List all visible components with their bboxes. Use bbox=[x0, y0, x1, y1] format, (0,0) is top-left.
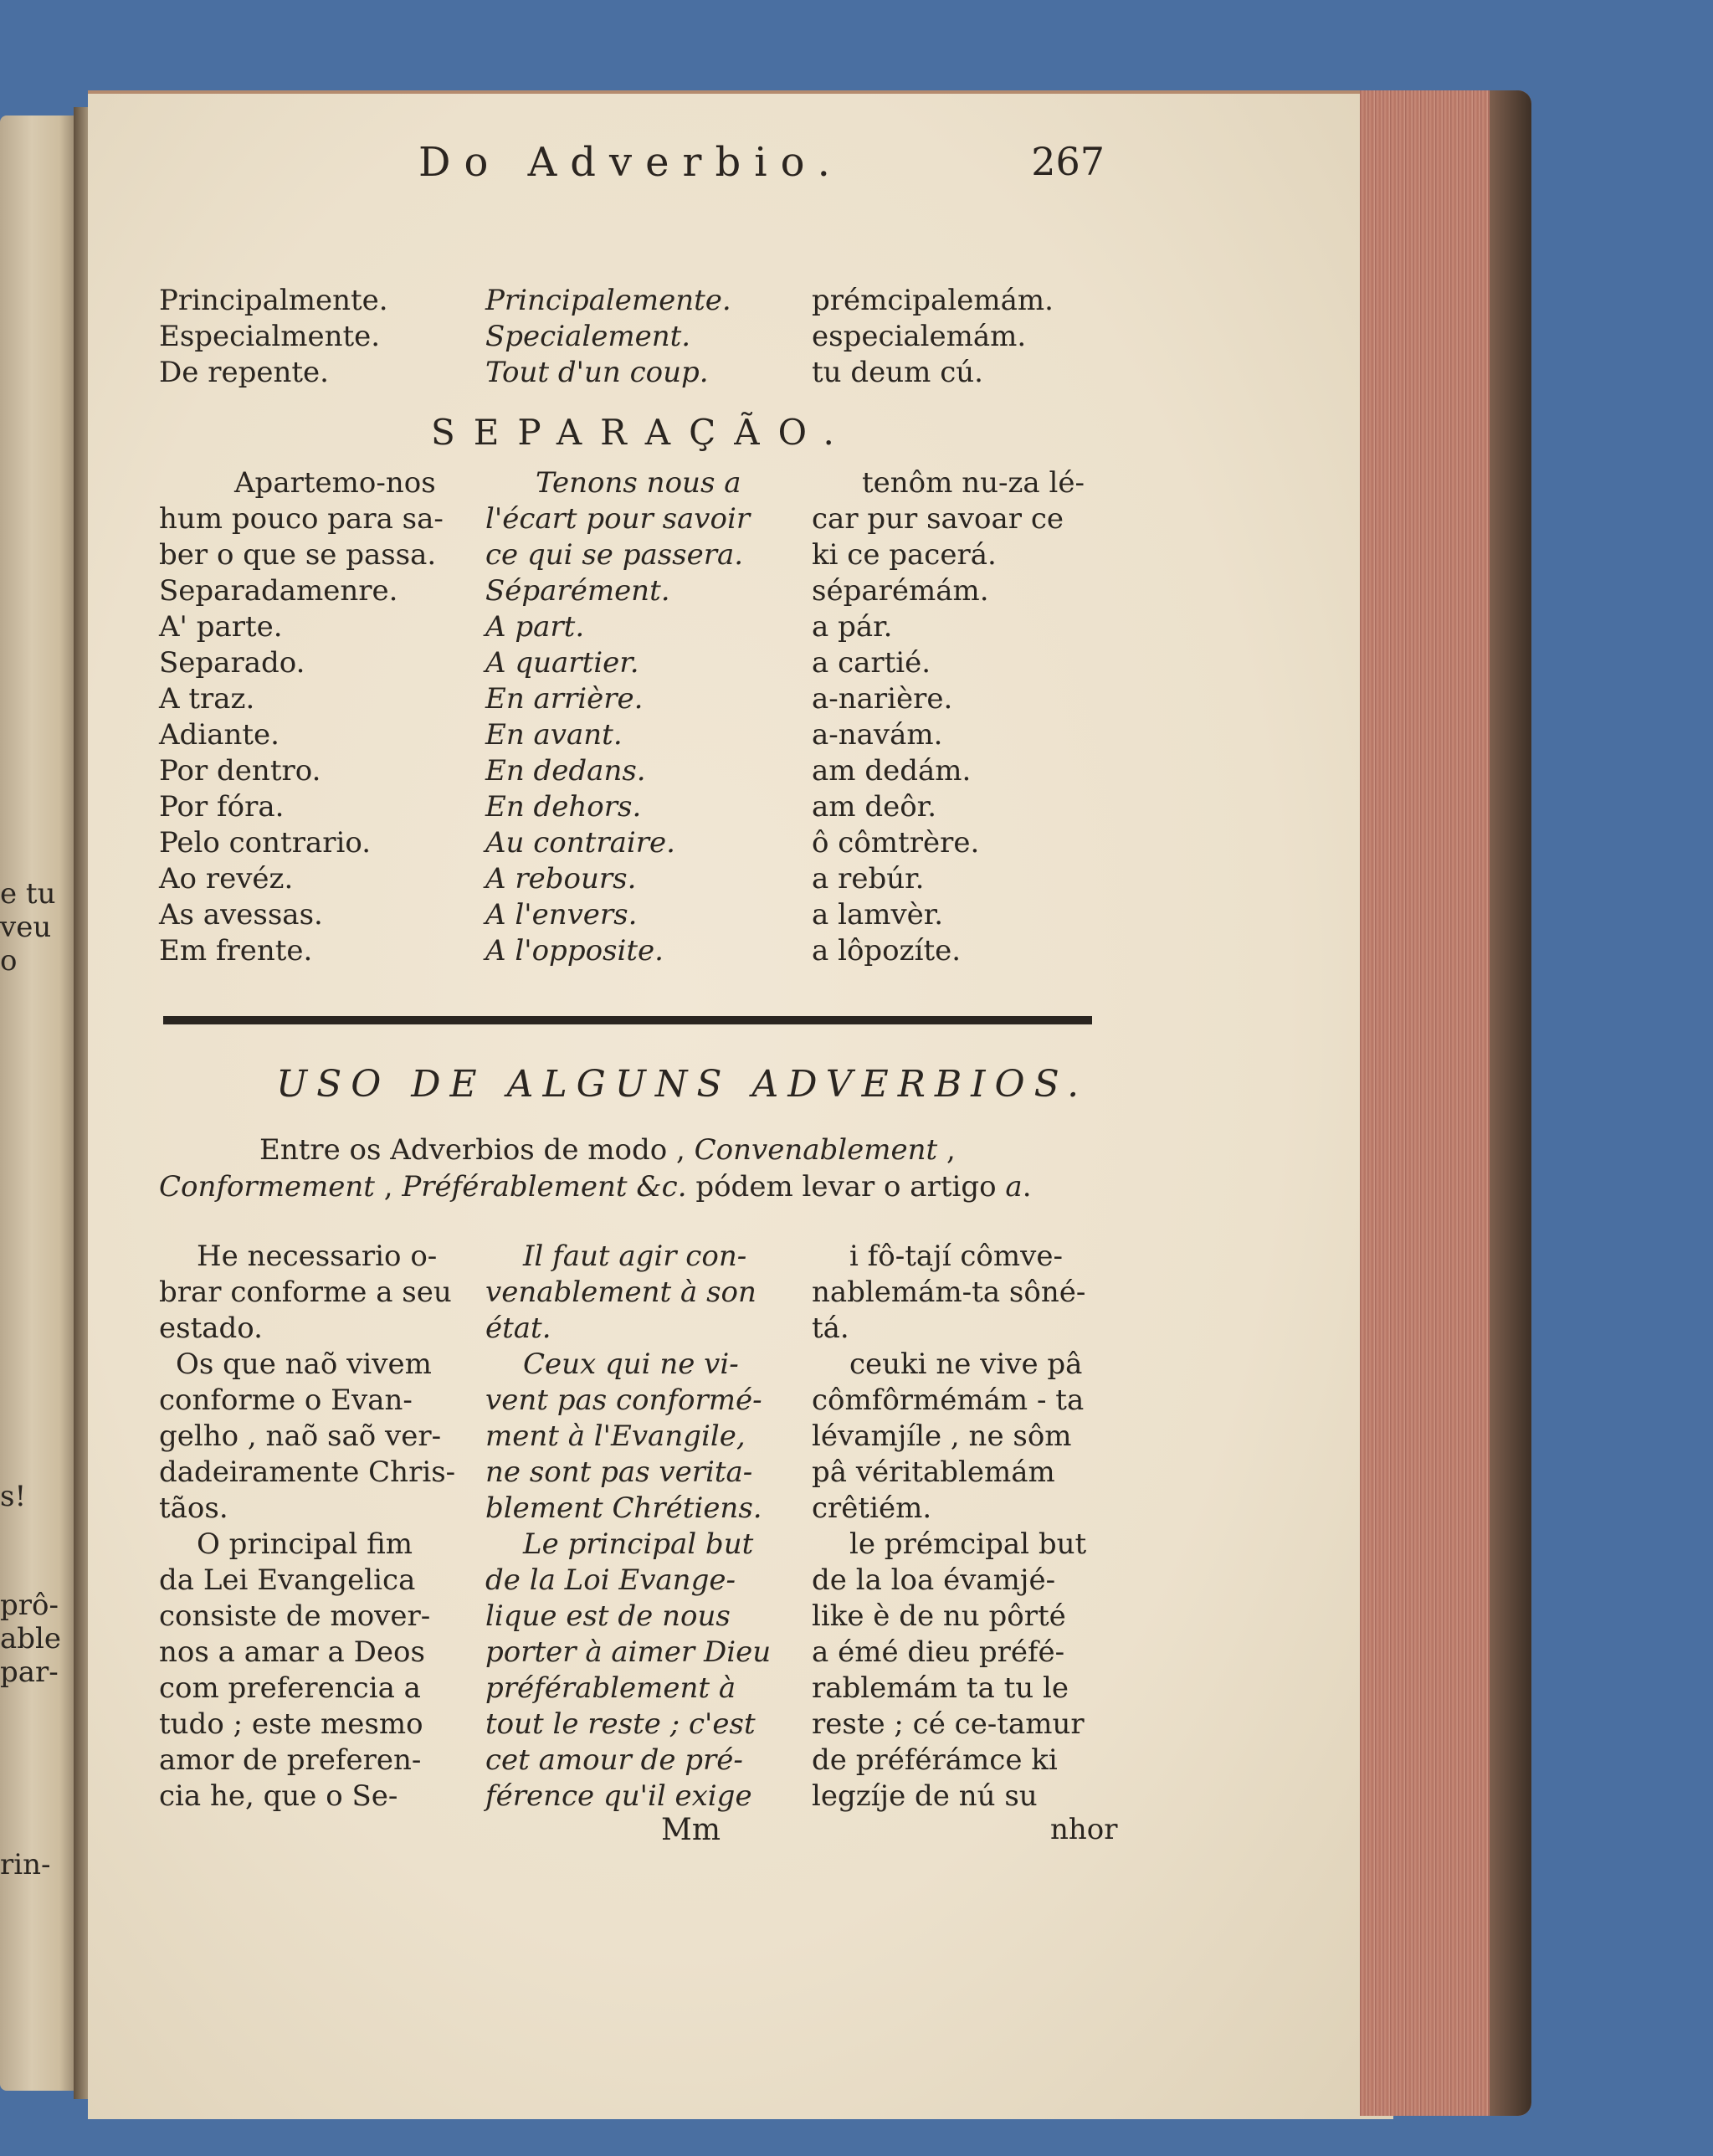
portuguese-cell: da Lei Evangelica bbox=[159, 1563, 416, 1597]
pronunciation-cell: ceuki ne vive pâ bbox=[849, 1348, 1083, 1381]
portuguese-cell: Adiante. bbox=[159, 718, 280, 752]
portuguese-cell: ber o que se passa. bbox=[159, 538, 437, 572]
french-cell: Au contraire. bbox=[485, 826, 675, 860]
portuguese-cell: Apartemo-nos bbox=[234, 466, 436, 500]
portuguese-cell: conforme o Evan- bbox=[159, 1383, 413, 1417]
pronunciation-cell: ô cômtrère. bbox=[812, 826, 980, 860]
french-cell: Specialement. bbox=[485, 320, 691, 353]
french-cell: En dehors. bbox=[485, 790, 642, 824]
french-cell: Séparément. bbox=[485, 574, 670, 608]
portuguese-cell: Pelo contrario. bbox=[159, 826, 372, 860]
french-cell: préférablement à bbox=[485, 1671, 736, 1705]
pronunciation-cell: cômfôrmémám - ta bbox=[812, 1383, 1085, 1417]
pronunciation-cell: nablemám-ta sôné- bbox=[812, 1276, 1086, 1309]
pronunciation-cell: rablemám ta tu le bbox=[812, 1671, 1069, 1705]
pronunciation-cell: tá. bbox=[812, 1312, 849, 1345]
running-head bbox=[418, 139, 1105, 189]
french-cell: A l'opposite. bbox=[485, 934, 664, 968]
facing-page-fragment: e tu bbox=[0, 877, 56, 911]
portuguese-cell: com preferencia a bbox=[159, 1671, 421, 1705]
intro-paragraph: Entre os Adverbios de modo , Convenablement , Conformement , Préférablement &c. pódem levar o artigo a. bbox=[159, 1133, 1032, 1204]
facing-page-fragment: rin- bbox=[0, 1848, 51, 1881]
portuguese-cell: Separado. bbox=[159, 646, 305, 680]
portuguese-cell: nos a amar a Deos bbox=[159, 1635, 425, 1669]
page-edges bbox=[1360, 90, 1531, 2116]
portuguese-cell: A traz. bbox=[159, 682, 255, 716]
facing-page-fragment: able bbox=[0, 1622, 62, 1656]
pronunciation-cell: a rebúr. bbox=[812, 862, 925, 896]
pronunciation-cell: car pur savoar ce bbox=[812, 502, 1064, 536]
pronunciation-cell: a cartié. bbox=[812, 646, 931, 680]
pronunciation-cell: prémcipalemám. bbox=[812, 284, 1054, 317]
pronunciation-cell: tu deum cú. bbox=[812, 356, 983, 389]
french-cell: Le principal but bbox=[523, 1527, 754, 1561]
portuguese-cell: Principalmente. bbox=[159, 284, 388, 317]
french-cell: A l'envers. bbox=[485, 898, 638, 932]
french-cell: A quartier. bbox=[485, 646, 639, 680]
facing-page-fragment: veu bbox=[0, 911, 52, 944]
running-head-title: Do Adverbio. bbox=[418, 139, 844, 186]
french-cell: Il faut agir con- bbox=[523, 1240, 747, 1273]
pronunciation-cell: crêtiém. bbox=[812, 1491, 932, 1525]
pronunciation-cell: de préférámce ki bbox=[812, 1743, 1058, 1777]
portuguese-cell: gelho , naõ saõ ver- bbox=[159, 1419, 442, 1453]
pronunciation-cell: séparémám. bbox=[812, 574, 989, 608]
french-cell: Tenons nous a bbox=[536, 466, 741, 500]
french-cell: Tout d'un coup. bbox=[485, 356, 709, 389]
facing-page-edge bbox=[0, 116, 79, 2091]
french-cell: En arrière. bbox=[485, 682, 644, 716]
pronunciation-cell: le prémcipal but bbox=[849, 1527, 1087, 1561]
french-cell: blement Chrétiens. bbox=[485, 1491, 762, 1525]
pronunciation-cell: tenôm nu-za lé- bbox=[862, 466, 1085, 500]
catchword: nhor bbox=[1050, 1813, 1118, 1846]
portuguese-cell: As avessas. bbox=[159, 898, 323, 932]
pronunciation-cell: a-narière. bbox=[812, 682, 953, 716]
french-cell: En dedans. bbox=[485, 754, 646, 788]
portuguese-cell: tudo ; este mesmo bbox=[159, 1707, 423, 1741]
pronunciation-cell: de la loa évamjé- bbox=[812, 1563, 1056, 1597]
pronunciation-cell: reste ; cé ce-tamur bbox=[812, 1707, 1085, 1741]
section-divider-rule bbox=[163, 1016, 1092, 1024]
pronunciation-cell: am dedám. bbox=[812, 754, 972, 788]
pronunciation-cell: a lamvèr. bbox=[812, 898, 944, 932]
pronunciation-cell: pâ véritablemám bbox=[812, 1455, 1055, 1489]
french-cell: cet amour de pré- bbox=[485, 1743, 743, 1777]
portuguese-cell: Especialmente. bbox=[159, 320, 381, 353]
french-cell: l'écart pour savoir bbox=[485, 502, 751, 536]
pronunciation-cell: a émé dieu préfé- bbox=[812, 1635, 1065, 1669]
pronunciation-cell: ki ce pacerá. bbox=[812, 538, 997, 572]
pronunciation-cell: like è de nu pôrté bbox=[812, 1599, 1066, 1633]
portuguese-cell: Por fóra. bbox=[159, 790, 285, 824]
portuguese-cell: consiste de mover- bbox=[159, 1599, 431, 1633]
french-cell: A part. bbox=[485, 610, 585, 644]
portuguese-cell: Os que naõ vivem bbox=[176, 1348, 432, 1381]
facing-page-fragment: prô- bbox=[0, 1589, 59, 1622]
portuguese-cell: Por dentro. bbox=[159, 754, 321, 788]
portuguese-cell: De repente. bbox=[159, 356, 329, 389]
french-cell: venablement à son bbox=[485, 1276, 756, 1309]
pronunciation-cell: a pár. bbox=[812, 610, 893, 644]
pronunciation-cell: lévamjíle , ne sôm bbox=[812, 1419, 1072, 1453]
pronunciation-cell: especialemám. bbox=[812, 320, 1027, 353]
portuguese-cell: A' parte. bbox=[159, 610, 283, 644]
pronunciation-cell: i fô-tají cômve- bbox=[849, 1240, 1063, 1273]
french-cell: ne sont pas verita- bbox=[485, 1455, 753, 1489]
french-cell: ce qui se passera. bbox=[485, 538, 744, 572]
section-heading-uso: USO DE ALGUNS ADVERBIOS. bbox=[276, 1063, 1089, 1106]
portuguese-cell: estado. bbox=[159, 1312, 263, 1345]
french-cell: vent pas conformé- bbox=[485, 1383, 762, 1417]
portuguese-cell: amor de preferen- bbox=[159, 1743, 422, 1777]
french-cell: tout le reste ; c'est bbox=[485, 1707, 756, 1741]
facing-page-fragment: s! bbox=[0, 1480, 27, 1513]
catchword-signature: Mm bbox=[661, 1813, 721, 1847]
portuguese-cell: He necessario o- bbox=[197, 1240, 438, 1273]
portuguese-cell: cia he, que o Se- bbox=[159, 1779, 398, 1813]
french-cell: porter à aimer Dieu bbox=[485, 1635, 772, 1669]
portuguese-cell: Separadamenre. bbox=[159, 574, 398, 608]
french-cell: ment à l'Evangile, bbox=[485, 1419, 746, 1453]
french-cell: A rebours. bbox=[485, 862, 637, 896]
portuguese-cell: hum pouco para sa- bbox=[159, 502, 444, 536]
pronunciation-cell: legzíje de nú su bbox=[812, 1779, 1038, 1813]
french-cell: Ceux qui ne vi- bbox=[523, 1348, 739, 1381]
portuguese-cell: dadeiramente Chris- bbox=[159, 1455, 456, 1489]
portuguese-cell: tãos. bbox=[159, 1491, 228, 1525]
french-cell: de la Loi Evange- bbox=[485, 1563, 736, 1597]
french-cell: En avant. bbox=[485, 718, 623, 752]
portuguese-cell: Em frente. bbox=[159, 934, 313, 968]
pronunciation-cell: am deôr. bbox=[812, 790, 936, 824]
facing-page-fragment: par- bbox=[0, 1656, 59, 1689]
portuguese-cell: O principal fim bbox=[197, 1527, 413, 1561]
page-number: 267 bbox=[1031, 139, 1105, 184]
facing-page-fragment: o bbox=[0, 944, 18, 978]
french-cell: lique est de nous bbox=[485, 1599, 731, 1633]
portuguese-cell: brar conforme a seu bbox=[159, 1276, 452, 1309]
french-cell: état. bbox=[485, 1312, 551, 1345]
pronunciation-cell: a-navám. bbox=[812, 718, 943, 752]
section-heading-separacao: SEPARAÇÃO. bbox=[431, 412, 853, 453]
french-cell: Principalemente. bbox=[485, 284, 731, 317]
portuguese-cell: Ao revéz. bbox=[159, 862, 294, 896]
pronunciation-cell: a lôpozíte. bbox=[812, 934, 962, 968]
french-cell: férence qu'il exige bbox=[485, 1779, 752, 1813]
